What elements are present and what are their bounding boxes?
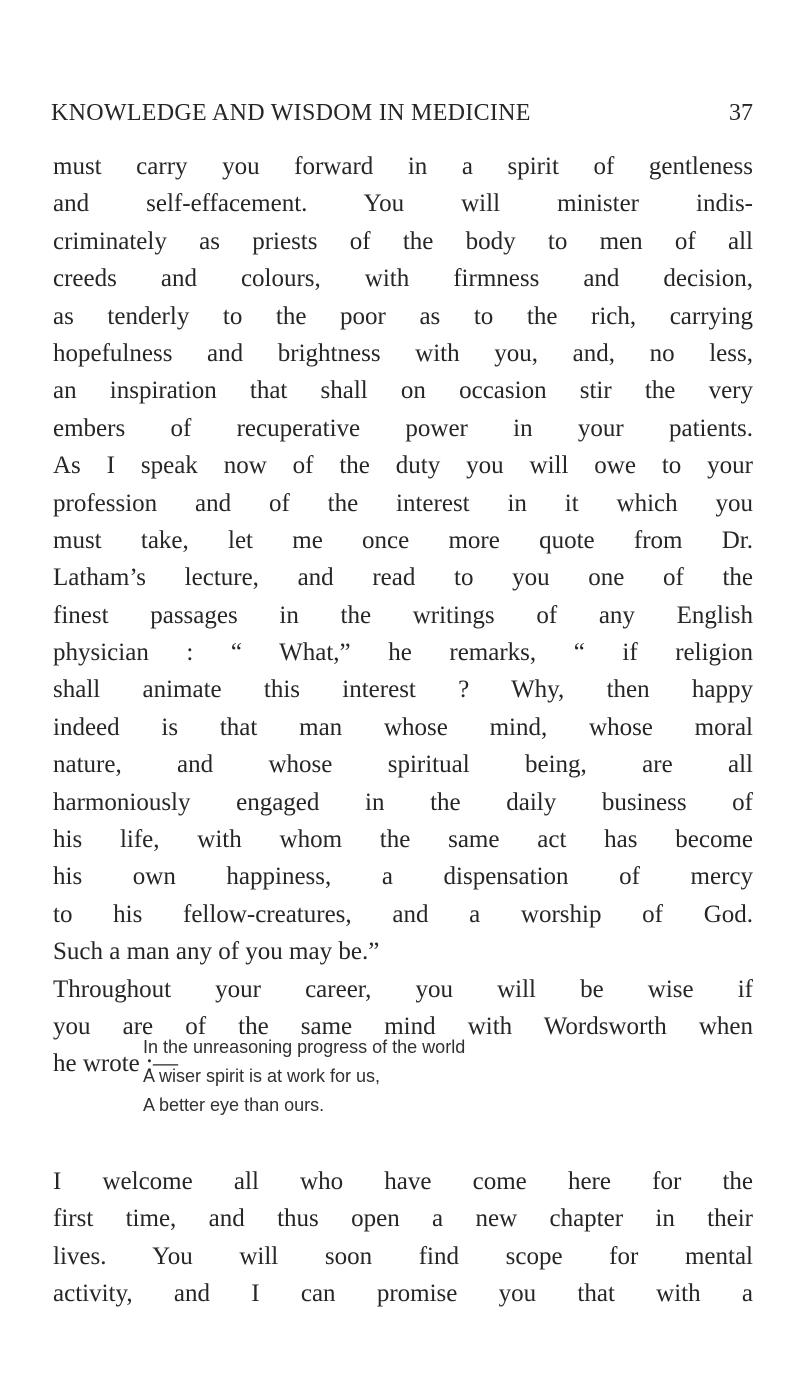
text-line: first time, and thus open a new chapter in their (53, 1205, 753, 1233)
text-line: to his fellow-creatures, and a worship of God. (53, 900, 753, 928)
text-line: physician : “ What,” he remarks, “ if religion (53, 639, 753, 667)
text-line: his own happiness, a dispensation of mercy (53, 863, 753, 891)
text-line: harmoniously engaged in the daily business of (53, 788, 753, 816)
text-line: as tenderly to the poor as to the rich, carrying (53, 302, 753, 330)
text-line: Throughout your career, you will be wise if (53, 975, 753, 1003)
text-line: shall animate this interest ? Why, then happy (53, 676, 753, 704)
body-text (53, 148, 753, 1083)
text-line: you are of the same mind with Wordsworth when (53, 1012, 753, 1040)
text-line: Latham’s lecture, and read to you one of the (53, 564, 753, 592)
text-line: As I speak now of the duty you will owe to your (53, 452, 753, 480)
text-line: Such a man any of you may be.” (53, 938, 380, 966)
text-line: indeed is that man whose mind, whose moral (53, 713, 753, 741)
text-line: lives. You will soon find scope for mental (53, 1242, 753, 1270)
text-line: activity, and I can promise you that with a (53, 1280, 753, 1308)
closing-paragraph (53, 1163, 753, 1313)
verse-line: A wiser spirit is at work for us, (143, 1066, 381, 1086)
running-title: KNOWLEDGE AND WISDOM IN MEDICINE (51, 100, 531, 126)
text-line: and self-effacement. You will minister indis- (53, 190, 753, 218)
text-line: must take, let me once more quote from Dr. (53, 526, 753, 554)
text-line: an inspiration that shall on occasion stir the very (53, 377, 753, 405)
text-line: hopefulness and brightness with you, and, no less, (53, 339, 753, 367)
page-number: 37 (729, 100, 753, 126)
text-line: criminately as priests of the body to men of all (53, 227, 753, 255)
text-line: he wrote :— (53, 1050, 178, 1078)
running-head (51, 100, 753, 136)
text-line: profession and of the interest in it which you (53, 489, 753, 517)
verse-line: A better eye than ours. (143, 1095, 325, 1115)
text-line: his life, with whom the same act has become (53, 826, 753, 854)
verse-quotation (143, 1033, 663, 1120)
text-line: I welcome all who have come here for the (53, 1168, 753, 1195)
verse-line: In the unreasoning progress of the world (143, 1037, 466, 1057)
text-line: finest passages in the writings of any English (53, 601, 753, 629)
text-line: embers of recuperative power in your patients. (53, 414, 753, 442)
text-line: must carry you forward in a spirit of gentleness (53, 153, 753, 180)
text-line: nature, and whose spiritual being, are all (53, 751, 753, 779)
text-line: creeds and colours, with firmness and decision, (53, 265, 753, 293)
